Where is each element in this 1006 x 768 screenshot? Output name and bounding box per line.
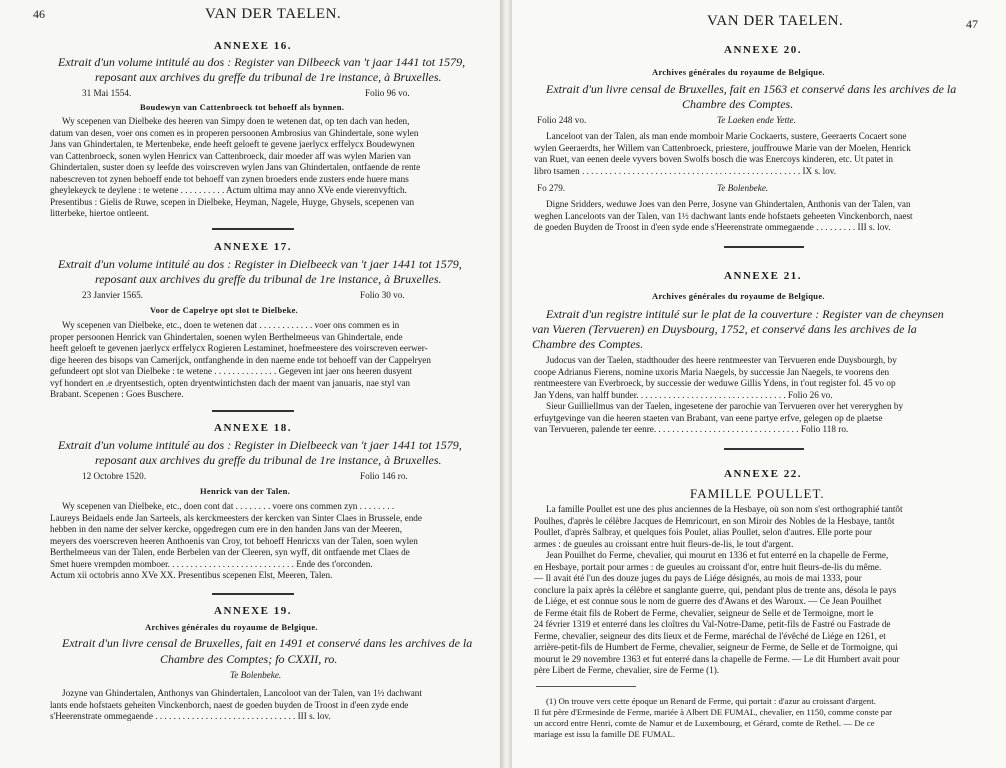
annexe-18-title: ANNEXE 18. — [214, 422, 292, 434]
running-head: VAN DER TAELEN. — [707, 13, 844, 29]
annexe-18-line: Wy scepenen van Dielbeke, etc., doen cont dat . . . . . . . . voere ons commen zyn . . . . . . . . — [62, 501, 395, 511]
annexe-20-folio-1: Folio 248 vo. — [537, 115, 587, 125]
annexe-22-line: Poulhes, d'après le célèbre Jacques de Hemricourt, en son Miroir des Nobles de la Hesbaye, tantôt — [534, 515, 895, 526]
annexe-16-folio: Folio 96 vo. — [365, 88, 410, 98]
section-rule — [212, 593, 294, 595]
section-rule — [724, 246, 804, 248]
annexe-20-line: van Ruet, van eenen deele vyvers boven Swolfs bosch die was Enercoys kinderen, etc. Ut patet in — [534, 154, 893, 164]
annexe-18-line: Berthelmeeus van der Talen, ende Berbelen van der Cleeren, syn wyff, dit ontfaende met Claes de — [50, 547, 410, 557]
annexe-18-date: 12 Octobre 1520. — [82, 471, 147, 481]
annexe-20-line: libro tsamen . . . . . . . . . . . . . . . . . . . . . . . . . . . . . . . . . . . . . . . . . . . . . . . . IX s. lov. — [534, 165, 837, 176]
annexe-16-line: van Cattenbroeck, sonen wylen Henricx van Cattenbroeck, dair moeder aff was wylen Marien van — [50, 150, 411, 161]
annexe-20-line: Lanceloot van der Talen, als man ende momboir Marie Cockaerts, sustere, Geeraerts Cocaert sone — [546, 131, 907, 141]
annexe-22-line: Poullet, d'après Salbray, et quelques fois Poulet, alias Poullet, selon d'autres. Elle porte pour — [534, 527, 872, 537]
annexe-21-source-line-1: Extrait d'un registre intitulé sur le plat de la couverture : Register van de cheynsen — [546, 307, 944, 321]
annexe-19-source-line-2: Chambre des Comptes; fo CXXII, ro. — [160, 652, 338, 666]
annexe-22-line: en Hesbaye, portait pour armes : de gueules au croissant d'or, entre huit fleurs-de-lis du même. — [534, 561, 882, 572]
page-number: 47 — [966, 17, 978, 31]
annexe-21-line: Sieur Guilliellmus van der Taelen, ingesetene der parochie van Tervueren over het vereryghen by — [546, 401, 904, 411]
annexe-17-line: heeft geloeft te gevenen jaerlycx erffelycx Rogieren Lestaminet, hoefmeestere des voirscreven eerwer- — [50, 343, 428, 353]
annexe-21-line: erfuytgevinge van die heeren staeten van Brabant, van eene partye erfve, gelegen op de plaetse — [534, 412, 883, 423]
annexe-19-line: s'Heerenstrate ommegaende . . . . . . . . . . . . . . . . . . . . . . . . . . . . . . . III s. lov. — [50, 711, 331, 721]
footnote-line: (1) On trouve vers cette époque un Renard de Ferme, qui portait : d'azur au croissant d'argent. — [546, 696, 876, 706]
annexe-22-title: ANNEXE 22. — [724, 468, 802, 480]
annexe-20-source-line-1: Extrait d'un livre censal de Bruxelles, fait en 1563 et conservé dans les archives de la — [546, 82, 957, 96]
book-gutter — [500, 0, 512, 768]
footnote-rule — [536, 686, 636, 687]
annexe-21-source-line-2: van Vueren (Tervueren) en Duysbourg, 1752, et conservé dans les archives de la — [532, 322, 917, 336]
annexe-22-line: 24 février 1319 et enterré dans les cloîtres du Val-Notre-Dame, petit-fils de Fastré ou Fastrade de — [534, 619, 891, 629]
annexe-17-line: Wy scepenen van Dielbeke, etc., doen te wetenen dat . . . . . . . . . . . . voer ons commen es in — [62, 320, 400, 330]
annexe-16-line: litterbeke, hiertoe ontleent. — [50, 208, 149, 218]
annexe-17-line: proper persoonen Henrick van Ghindertalen, soenen wylen Berthelmeeus van Ghindertale, ende — [50, 331, 403, 342]
annexe-19-archive: Archives générales du royaume de Belgique. — [145, 622, 318, 632]
annexe-19-place: Te Bolenbeke. — [230, 670, 282, 680]
annexe-17-line: Brabant. Scepenen : Goes Buschere. — [50, 389, 184, 399]
annexe-17-line: vyf hondert en .e dryentsestich, opten dryentwintichsten dach der maent van januaris, nae styl van — [50, 377, 410, 388]
annexe-21-line: coope Adrianus Fierens, nomine uxoris Maria Naegels, by successie Jan Naegels, te voorens den — [534, 366, 890, 377]
left-page — [0, 0, 500, 768]
annexe-19-line: lants ende hofstaets geheiten Vinckenborch, naest de goeden buyden de Troost in d'een zyde ende — [50, 699, 409, 710]
annexe-20-line: de goeden Buyden de Troost in d'een syde ende s'Heerenstrate ommegaende . . . . . . . . . III s. lov. — [534, 222, 891, 232]
annexe-16-heading: Boudewyn van Cattenbroeck tot behoeff als bynnen. — [140, 102, 345, 112]
annexe-20-source-line-2: Chambre des Comptes. — [682, 97, 794, 111]
annexe-19-source-line-1: Extrait d'un livre censal de Bruxelles, fait en 1491 et conservé dans les archives de la — [62, 636, 473, 650]
annexe-22-line: — Il avait été l'un des douze juges du pays de Liége désignés, au mois de mai 1333, pour — [534, 573, 862, 583]
annexe-17-date: 23 Janvier 1565. — [82, 290, 143, 300]
annexe-17-folio: Folio 30 vo. — [360, 290, 405, 300]
annexe-22-line: mourut le 29 novembre 1363 et fut enterré dans la chapelle de Ferme. — Le dit Humbert avait pour — [534, 653, 900, 664]
annexe-18-source-line-1: Extrait d'un volume intitulé au dos : Register in Dielbeeck van 't jaer 1441 tot 1579, — [58, 438, 462, 452]
annexe-22-line: de Ferme était fils de Robert de Ferme, chevalier, seigneur de Selle et de Termoigne, mort le — [534, 607, 874, 618]
annexe-18-folio: Folio 146 ro. — [360, 471, 408, 481]
section-rule — [212, 410, 294, 412]
section-rule — [724, 448, 804, 450]
annexe-19-title: ANNEXE 19. — [214, 605, 292, 617]
annexe-22-line: armes : de gueules au croissant entre huit fleurs-de-lis, le tout d'argent. — [534, 538, 794, 549]
annexe-16-line: Ghindertalen, suster doen sy leefde des voirscreven wylen Jans van Ghindertalen, ontfaende de rente — [50, 162, 421, 172]
annexe-21-title: ANNEXE 21. — [724, 270, 802, 282]
annexe-20-place-1: Te Laeken ende Yette. — [717, 115, 796, 125]
annexe-21-line: Judocus van der Taelen, stadthouder des heere rentmeester van Tervueren ende Duysbourgh, by — [546, 355, 897, 365]
annexe-16-date: 31 Mai 1554. — [82, 88, 132, 98]
footnote-line: mariage est issu la famille DE FUMAL. — [534, 729, 675, 739]
annexe-18-line: Actum xii octobris anno XVe XX. Presentibus scepenen Elst, Meeren, Talen. — [50, 570, 333, 580]
annexe-20-archive: Archives générales du royaume de Belgique. — [652, 67, 825, 77]
footnote-line: Il fut père d'Ermesinde de Ferme, mariée à Albert DE FUMAL, chevalier, en 1150, comme conste par — [534, 707, 893, 717]
annexe-22-subtitle: FAMILLE POULLET. — [690, 486, 825, 501]
footnote-line: un accord entre Henri, comte de Namur et de Luxembourg, et Gérard, comte de Rethel. — De ce — [534, 718, 875, 728]
annexe-16-line: Wy scepenen van Dielbeke des heeren van Simpy doen te wetenen dat, op ten dach van heden, — [62, 116, 410, 126]
annexe-16-line: gheylekeyck te deylene : te wetene . . . . . . . . . . Actum ultima may anno XVe ende vierenvyftich. — [50, 185, 407, 195]
right-page — [512, 0, 1006, 768]
annexe-17-heading: Voor de Capelrye opt slot te Dielbeke. — [150, 305, 299, 315]
annexe-22-line: de Liége, et est connue sous le nom de guerre des d'Awans et des Waroux. — Ce Jean Pouilhet — [534, 596, 882, 606]
annexe-22-line: Ferme, chevalier, seigneur des dits lieux et de Ferme, maréchal de l'évêché de Liége en 1261, et — [534, 630, 886, 641]
annexe-16-line: datum van desen, voer ons comen es in properen persoonen Ambrosius van Ghindertale, sone wylen — [50, 127, 419, 138]
annexe-18-line: Laureys Beidaels ende Jan Sarteels, als kerckmeesters der kercken van Sinter Claes in Brussele, ende — [50, 512, 422, 523]
annexe-22-line: La famille Poullet est une des plus anciennes de la Hesbaye, où son nom s'est orthographié tantôt — [546, 504, 903, 514]
annexe-20-line: weghen Lanceloots van der Talen, van 1½ dachwant lants ende hofstaets geheeten Vinckenborch, naest — [534, 210, 913, 221]
annexe-19-line: Jozyne van Ghindertalen, Anthonys van Ghindertalen, Lancoloot van der Talen, van 1½ dachwant — [62, 688, 422, 698]
annexe-21-archive: Archives générales du royaume de Belgique. — [652, 291, 825, 301]
annexe-16-line: Presentibus : Gielis de Ruwe, scepen in Dielbeke, Heyman, Nagele, Huyge, Ghysels, scepenen van — [50, 196, 415, 207]
annexe-21-line: rentmeestere van Everbroeck, by successie der weduwe Gillis Ydens, in t'out register fol. 45 vo op — [534, 378, 896, 388]
annexe-18-line: hebben in den name der selver kercke, opgedregen cum ere in den handen Jans van der Meeren, — [50, 524, 403, 534]
page-number: 46 — [33, 7, 45, 21]
section-rule — [212, 228, 294, 230]
annexe-16-line: Jans van Ghindertalen, te Mertenbeke, ende heeft geloeft te gevene jaerlycx erffelycx Boudewynen — [50, 139, 415, 149]
running-head: VAN DER TAELEN. — [205, 6, 342, 22]
annexe-18-source-line-2: reposant aux archives du greffe du tribunal de 1re instance, à Bruxelles. — [95, 453, 442, 467]
annexe-18-line: Smet huere vrempden momboer. . . . . . . . . . . . . . . . . . . . . . . . . . . . Ende des t'orconden. — [50, 558, 373, 569]
annexe-20-line: Digne Sridders, weduwe Joes van den Perre, Josyne van Ghindertalen, Anthonis van der Talen, van — [546, 199, 911, 209]
annexe-20-line: wylen Geeraerdts, her Willem van Cattenbroeck, priestere, jouffrouwe Marie van der Moelen, Henrick — [534, 142, 911, 153]
annexe-17-title: ANNEXE 17. — [214, 241, 292, 253]
annexe-20-title: ANNEXE 20. — [724, 44, 802, 56]
annexe-16-source-line-1: Extrait d'un volume intitulé au dos : Register van Dilbeeck van 't jaar 1441 tot 1579, — [58, 55, 466, 69]
annexe-17-source-line-1: Extrait d'un volume intitulé au dos : Register in Dielbeeck van 't jaer 1441 tot 1579, — [58, 257, 462, 271]
annexe-22-line: Jean Pouilhet do Ferme, chevalier, qui mourut en 1336 et fut enterré en la chapelle de Ferme, — [546, 550, 889, 560]
annexe-20-place-2: Te Bolenbeke. — [717, 183, 769, 193]
annexe-20-folio-2: Fo 279. — [537, 183, 566, 193]
annexe-18-heading: Henrick van der Talen. — [200, 486, 291, 496]
annexe-17-line: gefundeert opt slot van Dielbeke : te wetene . . . . . . . . . . . . . . Gegeven int jaer ons heeren dusyent — [50, 366, 413, 376]
annexe-16-line: nabescreven tot zynen behoeff ende tot behoeff van zynen broeders ende zusters ende huere mans — [50, 173, 409, 184]
annexe-16-title: ANNEXE 16. — [214, 40, 292, 52]
annexe-22-line: conclure la paix après la célèbre et sanglante guerre, qui, pendant plus de trente ans, désola le pays — [534, 584, 897, 595]
annexe-22-line: père Libert de Ferme, chevalier, sire de Ferme (1). — [534, 665, 720, 675]
annexe-21-source-line-3: Chambre des Comptes. — [532, 337, 644, 351]
annexe-17-source-line-2: reposant aux archives du greffe du tribunal de 1re instance, à Bruxelles. — [95, 272, 442, 286]
annexe-21-line: Jan Ydens, van halff bunder. . . . . . . . . . . . . . . . . . . . . . . . . . . . . . . . . Folio 26 vo. — [534, 389, 833, 400]
annexe-22-line: arrière-petit-fils de Humbert de Ferme, chevalier, seigneur de Ferme, de Selle et de Tormoigne, qui — [534, 642, 898, 652]
annexe-21-line: van Tervueren, palende ter eenre. . . . . . . . . . . . . . . . . . . . . . . . . . . . . . . . Folio 118 ro. — [534, 424, 849, 434]
annexe-16-source-line-2: reposant aux archives du greffe du tribunal de 1re instance, à Bruxelles. — [95, 70, 442, 84]
annexe-18-line: meyers des voerscreven heeren Anthoenis van Croy, tot behoeff Henricxs van der Talen, soen wylen — [50, 535, 418, 546]
annexe-17-line: dige heeren des bisops van Camerijck, ontfanghende in den naeme ende tot behoeff van der Cappelryen — [50, 354, 431, 365]
